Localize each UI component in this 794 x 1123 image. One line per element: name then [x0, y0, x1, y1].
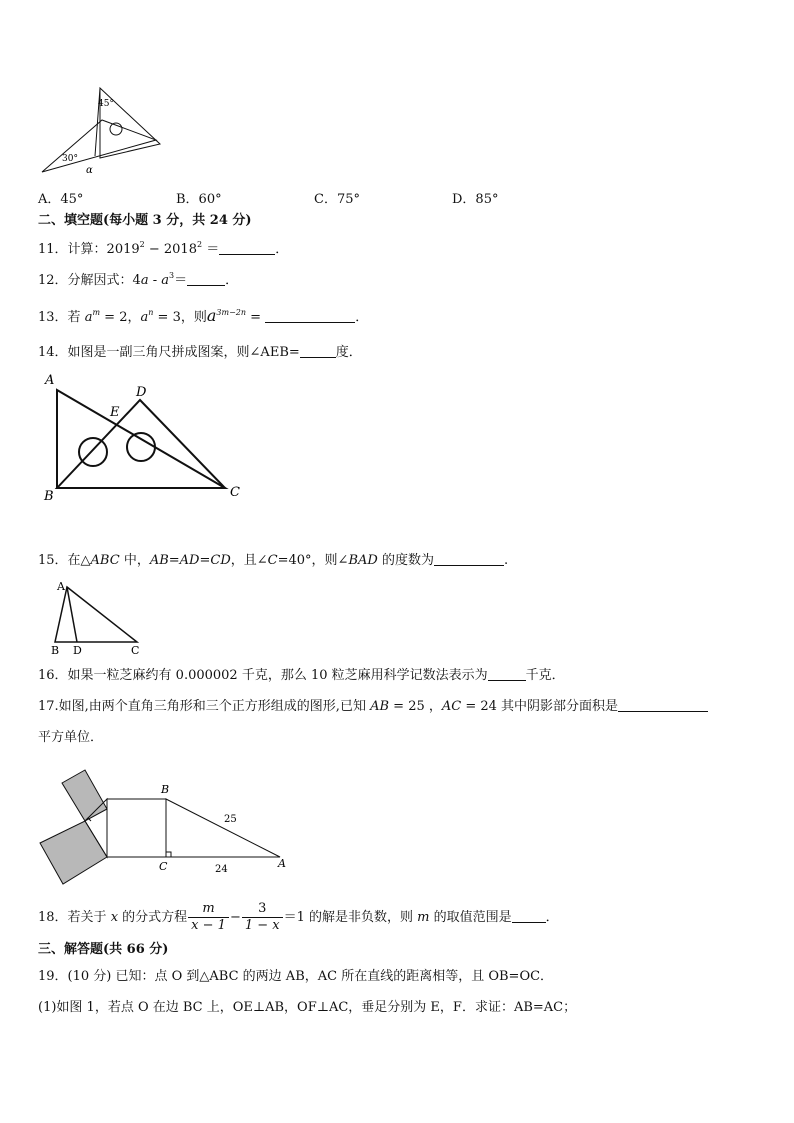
triangle-abc-small	[55, 587, 137, 642]
length-25: 25	[224, 814, 237, 825]
question-18: 18．若关于 x 的分式方程 $\frac{m}{x - 1}$ − $\frac{3}{1 - x}$ ＝1 的解是非负数，则 m 的取值范围是 ．	[38, 901, 559, 933]
answer-blank-16[interactable]	[488, 666, 526, 681]
answer-blank-13[interactable]	[265, 308, 355, 323]
question-15: 15．在△ABC 中，AB=AD=CD，且∠C=40°，则∠BAD 的度数为 .	[38, 553, 509, 568]
answer-blank-11[interactable]	[219, 240, 275, 255]
label-b: B	[51, 644, 60, 657]
label-e: E	[110, 405, 120, 420]
section-3-title: 三、解答题(共 66 分)	[38, 942, 169, 957]
center-square	[107, 799, 166, 857]
q10-figure	[38, 84, 163, 178]
answer-blank-12[interactable]	[187, 271, 225, 286]
right-angle-mark-c	[166, 852, 171, 857]
option-b[interactable]: B．60°	[176, 192, 222, 207]
q17-figure	[38, 768, 293, 890]
q14-figure	[38, 368, 248, 508]
alpha-label: α	[86, 165, 93, 176]
answer-blank-14[interactable]	[300, 343, 336, 358]
question-12: 12．分解因式：$4a - a^3=$ ．	[38, 271, 239, 288]
angle-45-label: 45°	[98, 99, 114, 109]
label-d: D	[73, 644, 82, 657]
question-19-line1: 19．(10 分) 已知：点 O 到△ABC 的两边 AB，AC 所在直线的距离相等，且 OB=OC．	[38, 969, 554, 984]
ruler-hole-right	[127, 433, 155, 461]
ruler-hole-left	[79, 438, 107, 466]
label-d: D	[136, 385, 147, 400]
length-24: 24	[215, 864, 228, 875]
shaded-square-top	[62, 770, 107, 821]
label-a: A	[45, 373, 55, 388]
question-14: 14．如图是一副三角尺拼成图案，则∠AEB= 度．	[38, 345, 362, 360]
q15-figure	[48, 578, 148, 658]
option-d[interactable]: D．85°	[452, 192, 499, 207]
fraction-1: $\frac{m}{x - 1}$	[188, 901, 229, 934]
question-13: 13．若 $a^m = 2$，$a^n = 3$，则$a^{3m-2n}$ = ．	[38, 306, 369, 325]
label-a: A	[57, 580, 65, 593]
label-c: C	[230, 485, 240, 500]
question-19-line2: (1)如图 1，若点 O 在边 BC 上，OE⊥AB，OF⊥AC，垂足分别为 E，F．求证：AB=AC；	[38, 1000, 577, 1015]
label-a: A	[278, 857, 286, 870]
segment-ad	[67, 587, 77, 642]
triangle-abc	[57, 390, 225, 488]
label-b: B	[161, 783, 170, 796]
fraction-2: $\frac{3}{1 - x}$	[242, 901, 283, 934]
question-11: 11．计算：$2019^2 - 2018^2$ ＝ ．	[38, 240, 289, 257]
angle-30-label: 30°	[62, 154, 78, 164]
section-2-title: 二、填空题(每小题 3 分，共 24 分)	[38, 213, 252, 228]
label-b: B	[44, 489, 54, 504]
question-16: 16．如果一粒芝麻约有 0.000002 千克，那么 10 粒芝麻用科学记数法表示为 千克．	[38, 668, 565, 683]
question-17: 17.如图,由两个直角三角形和三个正方形组成的图形,已知 AB = 25 ，AC = 24 其中阴影部分面积是	[38, 697, 708, 716]
label-c: C	[159, 860, 168, 873]
answer-blank-17[interactable]	[618, 697, 708, 712]
question-17-line2: 平方单位．	[38, 730, 104, 745]
label-c: C	[131, 644, 140, 657]
answer-blank-18[interactable]	[512, 908, 546, 923]
option-c[interactable]: C．75°	[314, 192, 360, 207]
option-a[interactable]: A．45°	[38, 192, 84, 207]
shaded-square-bottom	[40, 821, 107, 884]
answer-blank-15[interactable]	[434, 551, 504, 566]
right-triangle-abc	[166, 799, 280, 857]
triangle-30	[42, 120, 156, 172]
